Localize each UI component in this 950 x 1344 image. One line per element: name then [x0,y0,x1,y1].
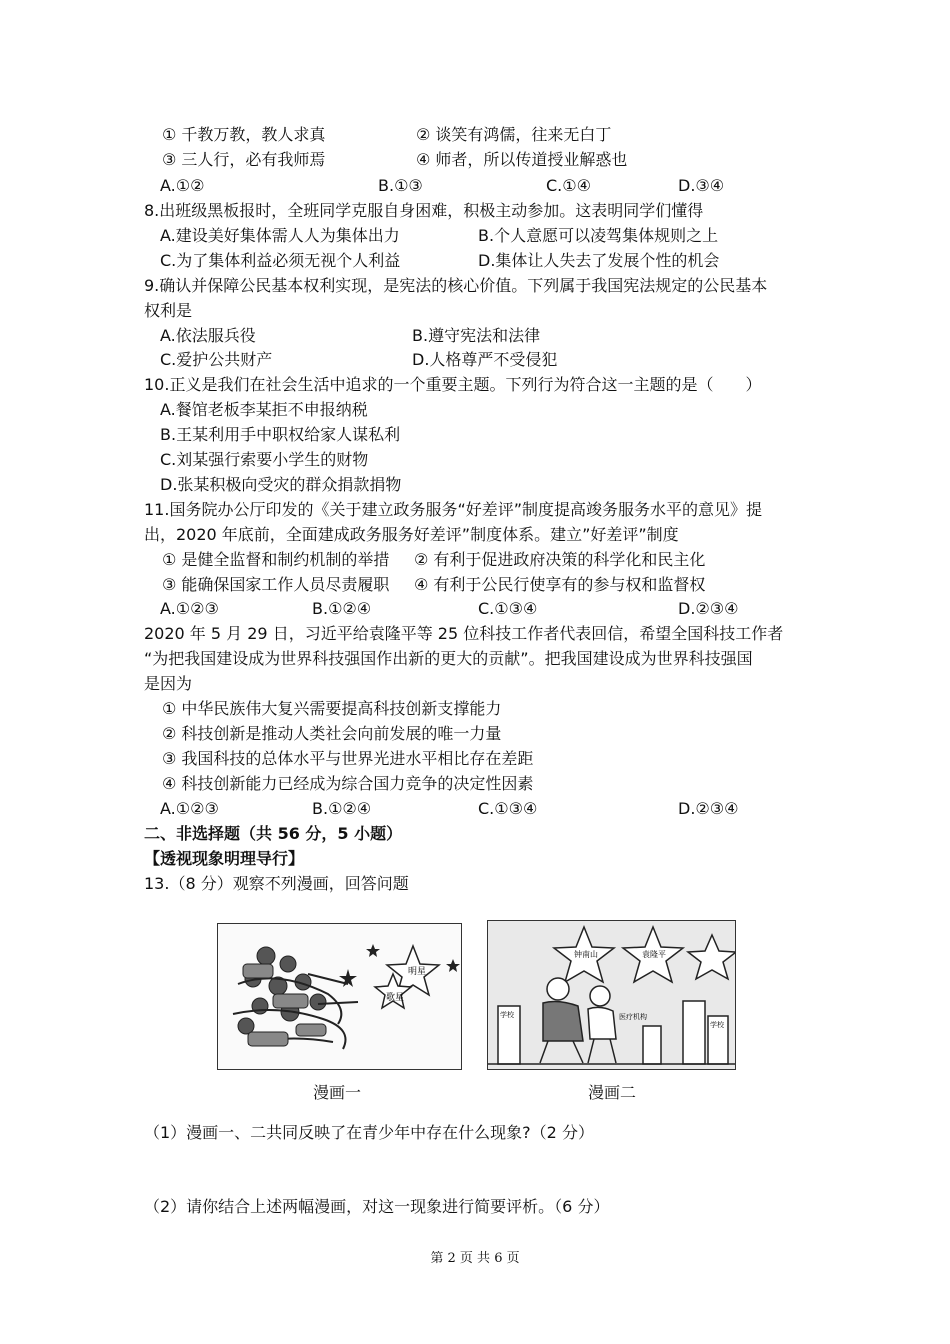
q12-option-1: ① 中华民族伟大复兴需要提高科技创新支撑能力 [162,699,502,718]
q13-sub-question-2: （2）请你结合上述两幅漫画，对这一现象进行简要评析。（6 分） [144,1197,610,1216]
q12-choice-a: A.①②③ [160,799,219,818]
q12-choice-c: C.①③④ [478,799,538,818]
q11-choice-d: D.②③④ [678,599,739,618]
q12-choice-d: D.②③④ [678,799,739,818]
cartoon-one-label-star-2: 歌星 [386,993,405,1003]
q7-choice-b: B.①③ [378,176,423,195]
q11-option-3: ③ 能确保国家工作人员尽责履职 [162,575,390,594]
q10-choice-a: A.餐馆老板李某拒不申报纳税 [160,400,368,419]
q7-choice-d: D.③④ [678,176,725,195]
q7-option-1: ① 千教万教，教人求真 [162,125,326,144]
q11-option-2: ② 有利于促进政府决策的科学化和民主化 [414,550,706,569]
section-subtitle: 【透视现象明理导行】 [144,849,305,868]
cartoon-one-drawing [218,924,461,1069]
q12-option-4: ④ 科技创新能力已经成为综合国力竞争的决定性因素 [162,774,534,793]
q11-choice-a: A.①②③ [160,599,219,618]
cartoon-two-label-star-1: 钟南山 [574,950,598,959]
q8-stem: 8.出班级黑板报时，全班同学克服自身困难，积极主动参加。这表明同学们懂得 [144,201,704,220]
q7-option-3: ③ 三人行，必有我师焉 [162,150,326,169]
cartoon-two-label-sign: 医疗机构 [619,1013,647,1021]
q10-choice-b: B.王某利用手中职权给家人谋私利 [160,425,401,444]
q9-choice-b: B.遵守宪法和法律 [412,326,541,345]
q11-option-4: ④ 有利于公民行使享有的参与权和监督权 [414,575,706,594]
cartoon-one-image [217,923,462,1070]
q8-choice-c: C.为了集体利益必须无视个人利益 [160,251,401,270]
q12-choice-b: B.①②④ [312,799,372,818]
q9-choice-a: A.依法服兵役 [160,326,256,345]
q8-choice-d: D.集体让人失去了发展个性的机会 [478,251,720,270]
q9-choice-d: D.人格尊严不受侵犯 [412,350,558,369]
q11-stem-line2: 出，2020 年底前，全面建成政务服务好差评”制度体系。建立”好差评”制度 [144,525,679,544]
q12-stem-line3: 是因为 [144,674,193,693]
q12-option-2: ② 科技创新是推动人类社会向前发展的唯一力量 [162,724,502,743]
q11-stem-line1: 11.国务院办公厅印发的《关于建立政务服务“好差评”制度提高竣务服务水平的意见》提 [144,500,763,519]
q7-option-2: ② 谈笑有鸿儒，往来无白丁 [416,125,612,144]
q7-choice-c: C.①④ [546,176,591,195]
cartoon-two-image [487,920,736,1070]
q10-choice-c: C.刘某强行索要小学生的财物 [160,450,369,469]
cartoon-two-drawing [488,921,735,1069]
q12-stem-line1: 2020 年 5 月 29 日，习近平给袁隆平等 25 位科技工作者代表回信，希望全国科技工作者 [144,624,784,643]
cartoon-one-caption: 漫画一 [313,1083,362,1102]
page-footer: 第 2 页 共 6 页 [430,1251,520,1266]
q10-stem: 10.正义是我们在社会生活中追求的一个重要主题。下列行为符合这一主题的是（ ） [144,375,762,394]
cartoon-two-label-building-2: 学校 [710,1021,724,1029]
q11-choice-b: B.①②④ [312,599,372,618]
cartoon-two-label-building-1: 学校 [500,1011,514,1019]
q12-stem-line2: “为把我国建设成为世界科技强国作出新的更大的贡献”。把我国建设成为世界科技强国 [144,649,753,668]
q7-option-4: ④ 师者，所以传道授业解惑也 [416,150,628,169]
section-title: 二、非选择题（共 56 分，5 小题） [144,824,403,843]
q13-sub-question-1: （1）漫画一、二共同反映了在青少年中存在什么现象?（2 分） [144,1123,594,1142]
q10-choice-d: D.张某积极向受灾的群众捐款捐物 [160,475,402,494]
cartoon-one-label-star-1: 明星 [408,967,427,977]
q11-choice-c: C.①③④ [478,599,538,618]
cartoon-two-caption: 漫画二 [588,1083,637,1102]
q13-stem: 13.（8 分）观察不列漫画，回答问题 [144,874,409,893]
cartoon-two-label-star-2: 袁隆平 [642,950,666,959]
q9-choice-c: C.爱护公共财产 [160,350,273,369]
q8-choice-b: B.个人意愿可以凌驾集体规则之上 [478,226,719,245]
q11-option-1: ① 是健全监督和制约机制的举措 [162,550,390,569]
q8-choice-a: A.建设美好集体需人人为集体出力 [160,226,400,245]
q9-stem-line1: 9.确认并保障公民基本权利实现，是宪法的核心价值。下列属于我国宪法规定的公民基本 [144,276,768,295]
q12-option-3: ③ 我国科技的总体水平与世界光进水平相比存在差距 [162,749,534,768]
q9-stem-line2: 权利是 [144,301,193,320]
q7-choice-a: A.①② [160,176,205,195]
